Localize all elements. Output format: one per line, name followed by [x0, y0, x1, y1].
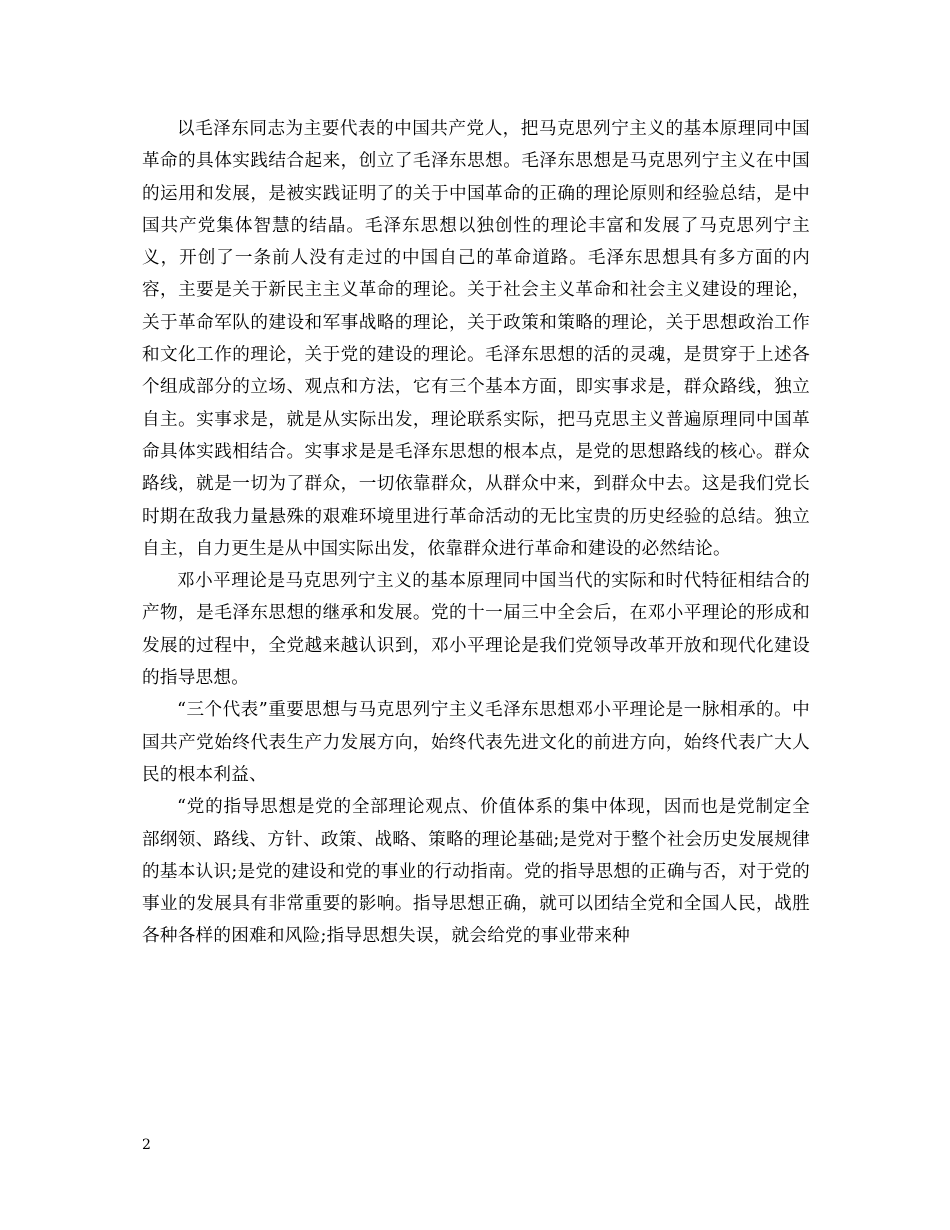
paragraph-mao-zedong-thought: 以毛泽东同志为主要代表的中国共产党人，把马克思列宁主义的基本原理同中国革命的具体实践结合起来，创立了毛泽东思想。毛泽东思想是马克思列宁主义在中国的运用和发展，是被实践证明了的关于中国革命的正确的理论原则和经验总结，是中国共产党集体智慧的结晶。毛泽东思想以独创性的理论丰富和发展了马克思列宁主义，开创了一条前人没有走过的中国自己的革命道路。毛泽东思想具有多方面的内容，主要是关于新民主主义革命的理论。关于社会主义革命和社会主义建设的理论，关于革命军队的建设和军事战略的理论，关于政策和策略的理论，关于思想政治工作和文化工作的理论，关于党的建设的理论。毛泽东思想的活的灵魂，是贯穿于上述各个组成部分的立场、观点和方法，它有三个基本方面，即实事求是，群众路线，独立自主。实事求是，就是从实际出发，理论联系实际，把马克思主义普遍原理同中国革命具体实践相结合。实事求是是毛泽东思想的根本点，是党的思想路线的核心。群众路线，就是一切为了群众，一切依靠群众，从群众中来，到群众中去。这是我们党长时期在敌我力量悬殊的艰难环境里进行革命活动的无比宝贵的历史经验的总结。独立自主，自力更生是从中国实际出发，依靠群众进行革命和建设的必然结论。	[142, 119, 810, 559]
paragraph-three-represents: “三个代表”重要思想与马克思列宁主义毛泽东思想邓小平理论是一脉相承的。中国共产党始终代表生产力发展方向，始终代表先进文化的前进方向，始终代表广大人民的根本利益、	[142, 700, 810, 785]
paragraph-guiding-ideology: “党的指导思想是党的全部理论观点、价值体系的集中体现，因而也是党制定全部纲领、路线、方针、政策、战略、策略的理论基础;是党对于整个社会历史发展规律的基本认识;是党的建设和党的事业的行动指南。党的指导思想的正确与否，对于党的事业的发展具有非常重要的影响。指导思想正确，就可以团结全党和全国人民，战胜各种各样的困难和风险;指导思想失误，就会给党的事业带来种	[142, 797, 810, 947]
paragraph-deng-xiaoping-theory: 邓小平理论是马克思列宁主义的基本原理同中国当代的实际和时代特征相结合的产物，是毛泽东思想的继承和发展。党的十一届三中全会后，在邓小平理论的形成和发展的过程中，全党越来越认识到，邓小平理论是我们党领导改革开放和现代化建设的指导思想。	[142, 571, 810, 689]
page-number: 2	[142, 1137, 151, 1153]
body-text	[142, 113, 810, 953]
